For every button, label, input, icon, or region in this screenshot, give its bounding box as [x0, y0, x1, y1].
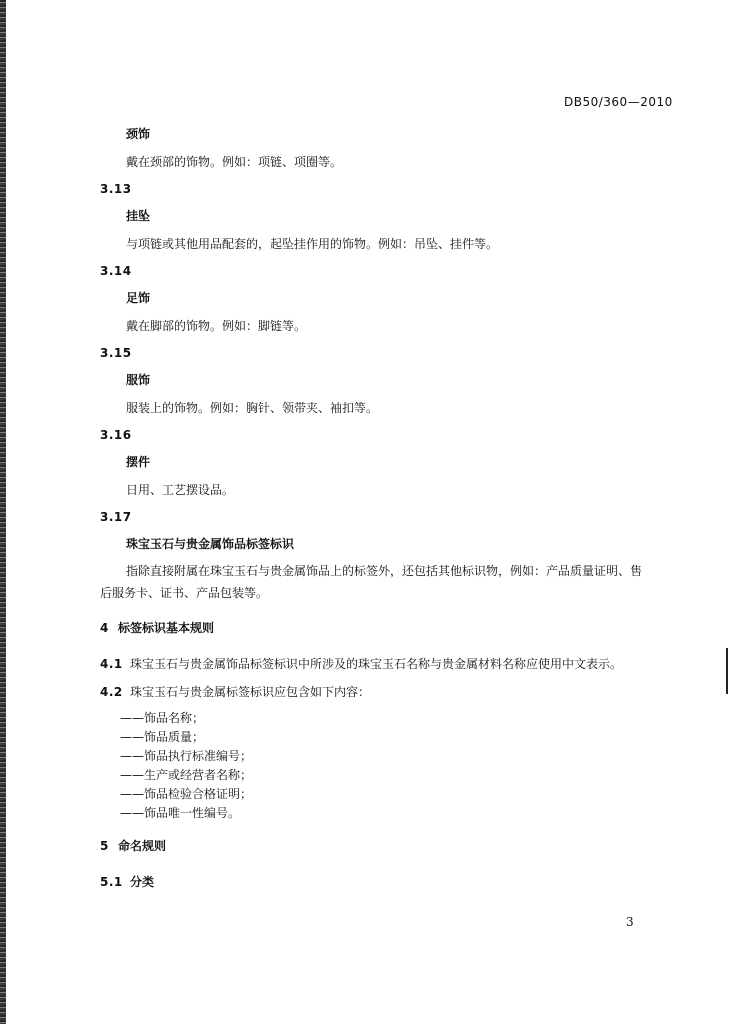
list-item: ——生产或经营者名称； — [120, 768, 253, 782]
term-label-marking: 珠宝玉石与贵金属饰品标签标识 — [126, 537, 295, 551]
clause-number-3-13: 3.13 — [100, 182, 132, 196]
definition-pendant: 与项链或其他用品配套的，起坠挂作用的饰物。例如：吊坠、挂件等。 — [126, 237, 499, 251]
clause-number-4-1: 4.1 — [100, 657, 123, 671]
list-item: ——饰品唯一性编号。 — [120, 806, 241, 820]
list-item: ——饰品执行标准编号； — [120, 749, 253, 763]
clause-number-3-16: 3.16 — [100, 428, 132, 442]
definition-label-marking: 指除直接附属在珠宝玉石与贵金属饰品上的标签外，还包括其他标识物，例如：产品质量证明、售后服务卡、证书、产品包装等。 — [100, 564, 643, 600]
definition-neck-ornament: 戴在颈部的饰物。例如：项链、项圈等。 — [126, 155, 343, 169]
term-clothing-ornament: 服饰 — [126, 373, 151, 387]
clause-title-5-1: 分类 — [130, 875, 155, 889]
term-pendant: 挂坠 — [126, 209, 151, 223]
list-item: ——饰品检验合格证明； — [120, 787, 253, 801]
clause-number-5-1: 5.1 — [100, 875, 123, 889]
clause-number-3-14: 3.14 — [100, 264, 132, 278]
section-title-5: 命名规则 — [118, 839, 167, 853]
scan-edge — [0, 0, 6, 1024]
list-item: ——饰品质量； — [120, 730, 205, 744]
definition-display-piece: 日用、工艺摆设品。 — [126, 483, 235, 497]
scan-mark — [726, 648, 728, 694]
clause-text-4-1: 珠宝玉石与贵金属饰品标签标识中所涉及的珠宝玉石名称与贵金属材料名称应使用中文表示。 — [130, 657, 623, 671]
clause-number-3-17: 3.17 — [100, 510, 132, 524]
term-display-piece: 摆件 — [126, 455, 151, 469]
section-number-5: 5 — [100, 839, 109, 853]
clause-number-3-15: 3.15 — [100, 346, 132, 360]
page-number: 3 — [626, 915, 634, 929]
document-code: DB50/360—2010 — [564, 95, 673, 109]
term-foot-ornament: 足饰 — [126, 291, 151, 305]
definition-foot-ornament: 戴在脚部的饰物。例如：脚链等。 — [126, 319, 307, 333]
clause-number-4-2: 4.2 — [100, 685, 123, 699]
definition-clothing-ornament: 服装上的饰物。例如：胸针、领带夹、袖扣等。 — [126, 401, 379, 415]
term-neck-ornament: 颈饰 — [126, 127, 151, 141]
clause-text-4-2: 珠宝玉石与贵金属标签标识应包含如下内容： — [130, 685, 371, 699]
list-item: ——饰品名称； — [120, 711, 205, 725]
section-number-4: 4 — [100, 621, 109, 635]
section-title-4: 标签标识基本规则 — [118, 621, 215, 635]
